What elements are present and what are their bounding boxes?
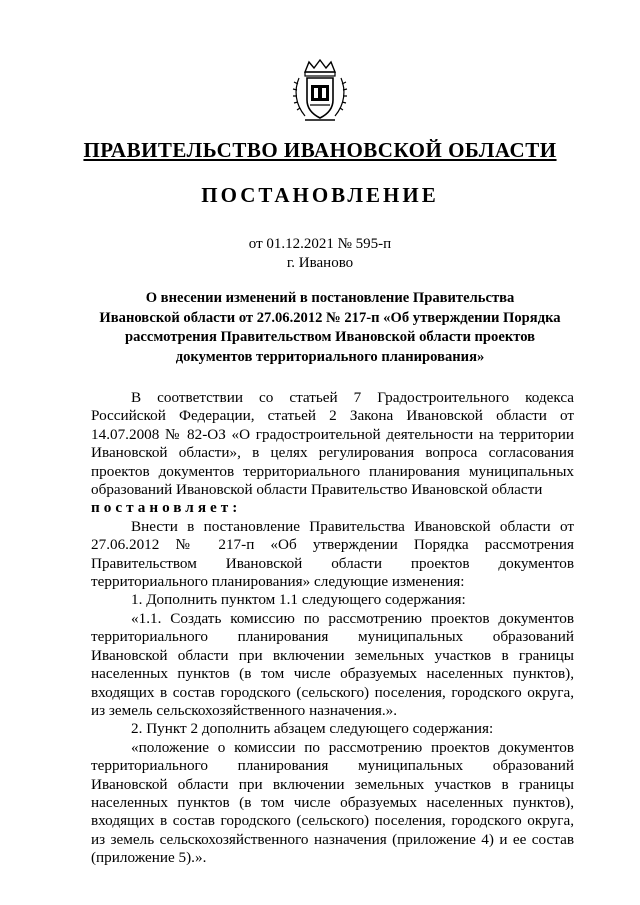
document-date-number: от 01.12.2021 № 595-п <box>248 236 392 252</box>
body-paragraph: В соответствии со статьей 7 Градостроительного кодекса Российской Федерации, статьей 2 Закона Ивановской области от 14.07.2008 № 82-ОЗ «О градостроительной деятельности на территории Ивановской области», в целях регулирования вопроса согласования проектов документов территориального планирования муниципальных образований Ивановской области Правительство Ивановской области <box>91 389 574 499</box>
document-city: г. Иваново <box>286 255 354 271</box>
body-paragraph: 1. Дополнить пунктом 1.1 следующего содержания: <box>131 591 466 609</box>
title-line: О внесении изменений в постановление Правительства <box>145 290 515 306</box>
coat-of-arms-icon <box>291 58 349 124</box>
body-paragraph: 2. Пункт 2 дополнить абзацем следующего содержания: <box>131 720 494 738</box>
document-type: ПОСТАНОВЛЕНИЕ <box>201 183 439 207</box>
body-paragraph: «положение о комиссии по рассмотрению проектов документов территориального планирования муниципальных образований Ивановской области при включении земельных участков в границы населенных пунктов (в том числе образуемых населенных пунктов), входящих в состав городского (сельского) поселения, городского округа, из земель сельскохозяйственного назначения (приложение 4) и ее состав (приложение 5).». <box>91 738 574 867</box>
document-title <box>80 289 580 367</box>
resolution-word <box>91 499 574 517</box>
organization-name: ПРАВИТЕЛЬСТВО ИВАНОВСКОЙ ОБЛАСТИ <box>83 138 557 162</box>
title-line: рассмотрения Правительством Ивановской области проектов <box>124 329 536 345</box>
title-line: документов территориального планирования» <box>175 348 485 365</box>
resolves-label: постановляет: <box>91 499 242 517</box>
body-paragraph: «1.1. Создать комиссию по рассмотрению проектов документов территориального планирования муниципальных образований Ивановской области при включении земельных участков в границы населенных пунктов (в том числе образуемых населенных пунктов), входящих в состав городского (сельского) поселения, городского округа, из земель сельскохозяйственного назначения.». <box>91 609 574 719</box>
document-body <box>91 389 574 868</box>
title-line: Ивановской области от 27.06.2012 № 217-п «Об утверждении Порядка <box>99 309 561 326</box>
body-paragraph: Внести в постановление Правительства Ивановской области от 27.06.2012 № 217-п «Об утверждении Порядка рассмотрения Правительством Ивановской области проектов документов территориального планирования» следующие изменения: <box>91 517 574 591</box>
